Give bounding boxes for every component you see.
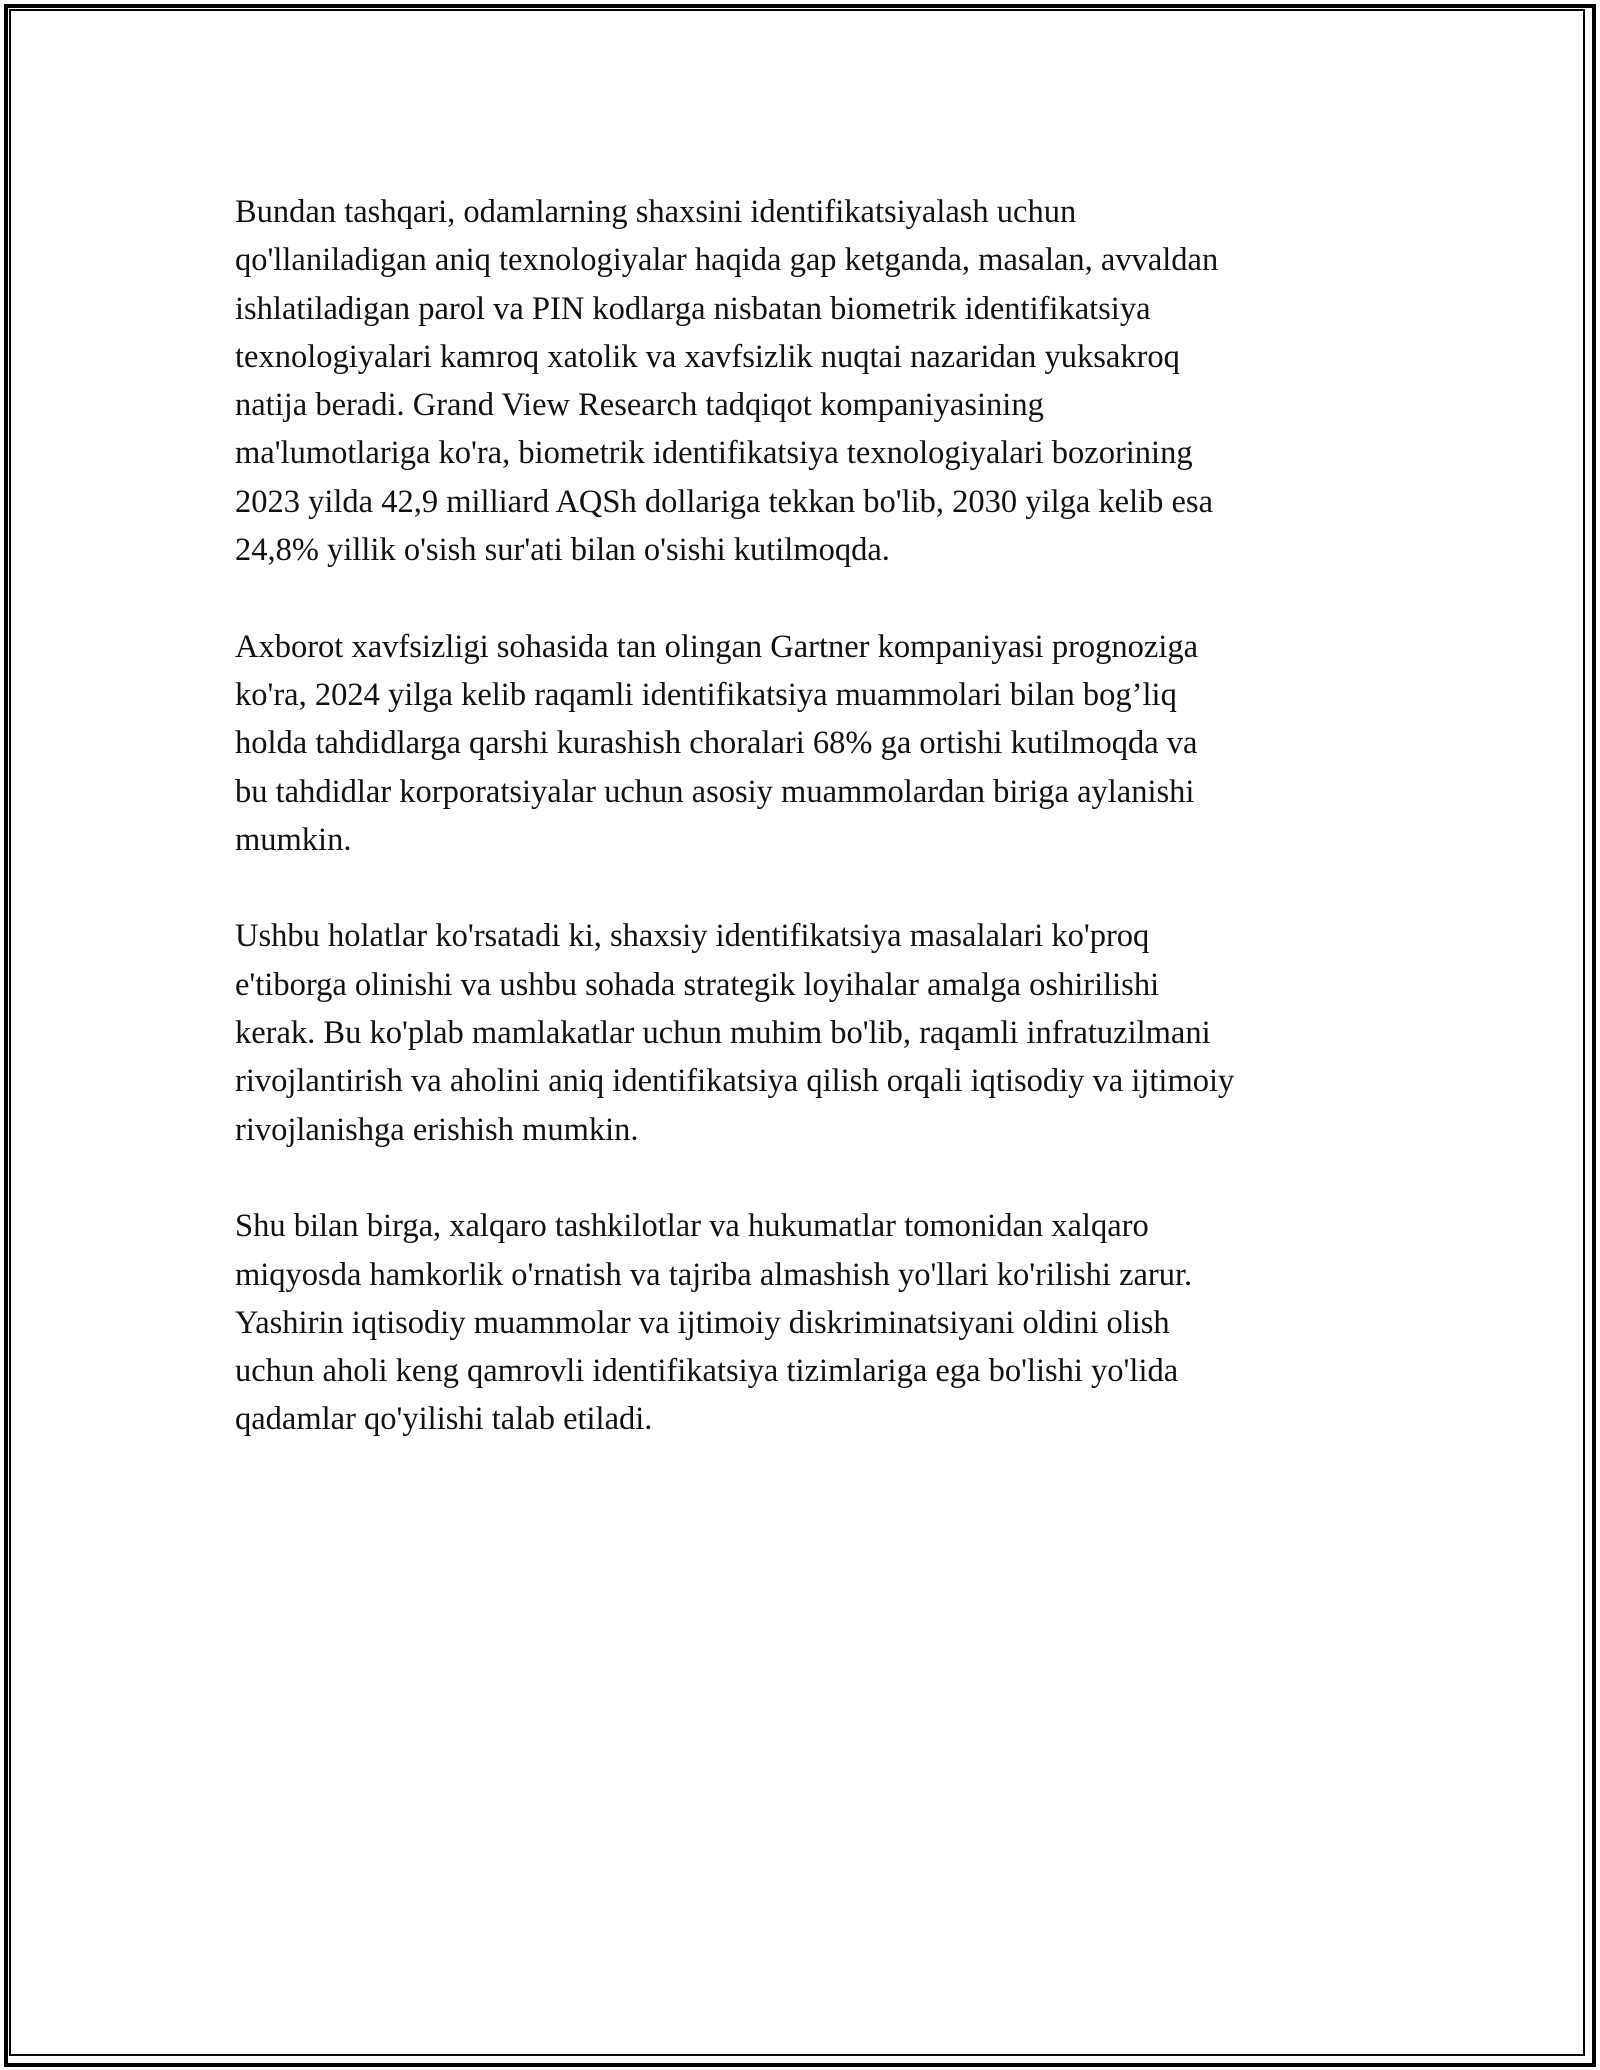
paragraph-3 bbox=[235, 912, 1385, 1153]
text-line: qo'llaniladigan aniq texnologiyalar haqida gap ketganda, masalan, avvaldan bbox=[235, 242, 1219, 279]
paragraph-4 bbox=[235, 1202, 1385, 1443]
text-line: Ushbu holatlar ko'rsatadi ki, shaxsiy identifikatsiya masalalari ko'proq bbox=[235, 918, 1150, 955]
text-line: kerak. Bu ko'plab mamlakatlar uchun muhim bo'lib, raqamli infratuzilmani bbox=[235, 1015, 1211, 1052]
text-line: rivojlanishga erishish mumkin. bbox=[235, 1111, 639, 1148]
text-line: rivojlantirish va aholini aniq identifikatsiya qilish orqali iqtisodiy va ijtimoiy bbox=[235, 1063, 1235, 1100]
text-line: bu tahdidlar korporatsiyalar uchun asosiy muammolardan biriga aylanishi bbox=[235, 773, 1195, 810]
text-line: ko'ra, 2024 yilga kelib raqamli identifikatsiya muammolari bilan bog’liq bbox=[235, 676, 1177, 713]
text-line: uchun aholi keng qamrovli identifikatsiya tizimlariga ega bo'lishi yo'lida bbox=[235, 1353, 1179, 1390]
text-line: 24,8% yillik o'sish sur'ati bilan o'sishi kutilmoqda. bbox=[235, 532, 890, 569]
text-line: e'tiborga olinishi va ushbu sohada strategik loyihalar amalga oshirilishi bbox=[235, 966, 1160, 1003]
text-line: holda tahdidlarga qarshi kurashish choralari 68% ga ortishi kutilmoqda va bbox=[235, 725, 1198, 762]
text-line: Shu bilan birga, xalqaro tashkilotlar va hukumatlar tomonidan xalqaro bbox=[235, 1208, 1149, 1245]
paragraph-2 bbox=[235, 623, 1385, 864]
text-line: qadamlar qo'yilishi talab etiladi. bbox=[235, 1401, 653, 1438]
document-body bbox=[235, 188, 1385, 1492]
text-line: natija beradi. Grand View Research tadqiqot kompaniyasining bbox=[235, 387, 1044, 424]
text-line: Yashirin iqtisodiy muammolar va ijtimoiy diskriminatsiyani oldini olish bbox=[235, 1304, 1170, 1341]
paragraph-1 bbox=[235, 188, 1385, 574]
text-line: texnologiyalari kamroq xatolik va xavfsizlik nuqtai nazaridan yuksakroq bbox=[235, 338, 1180, 375]
text-line: ma'lumotlariga ko'ra, biometrik identifikatsiya texnologiyalari bozorining bbox=[235, 435, 1193, 472]
text-line: Bundan tashqari, odamlarning shaxsini identifikatsiyalash uchun bbox=[235, 194, 1077, 230]
text-line: ishlatiladigan parol va PIN kodlarga nisbatan biometrik identifikatsiya bbox=[235, 290, 1151, 327]
text-line: 2023 yilda 42,9 milliard AQSh dollariga tekkan bo'lib, 2030 yilga kelib esa bbox=[235, 483, 1213, 520]
text-line: miqyosda hamkorlik o'rnatish va tajriba almashish yo'llari ko'rilishi zarur. bbox=[235, 1256, 1193, 1293]
text-line: mumkin. bbox=[235, 821, 352, 858]
text-line: Axborot xavfsizligi sohasida tan olingan Gartner kompaniyasi prognoziga bbox=[235, 628, 1199, 665]
